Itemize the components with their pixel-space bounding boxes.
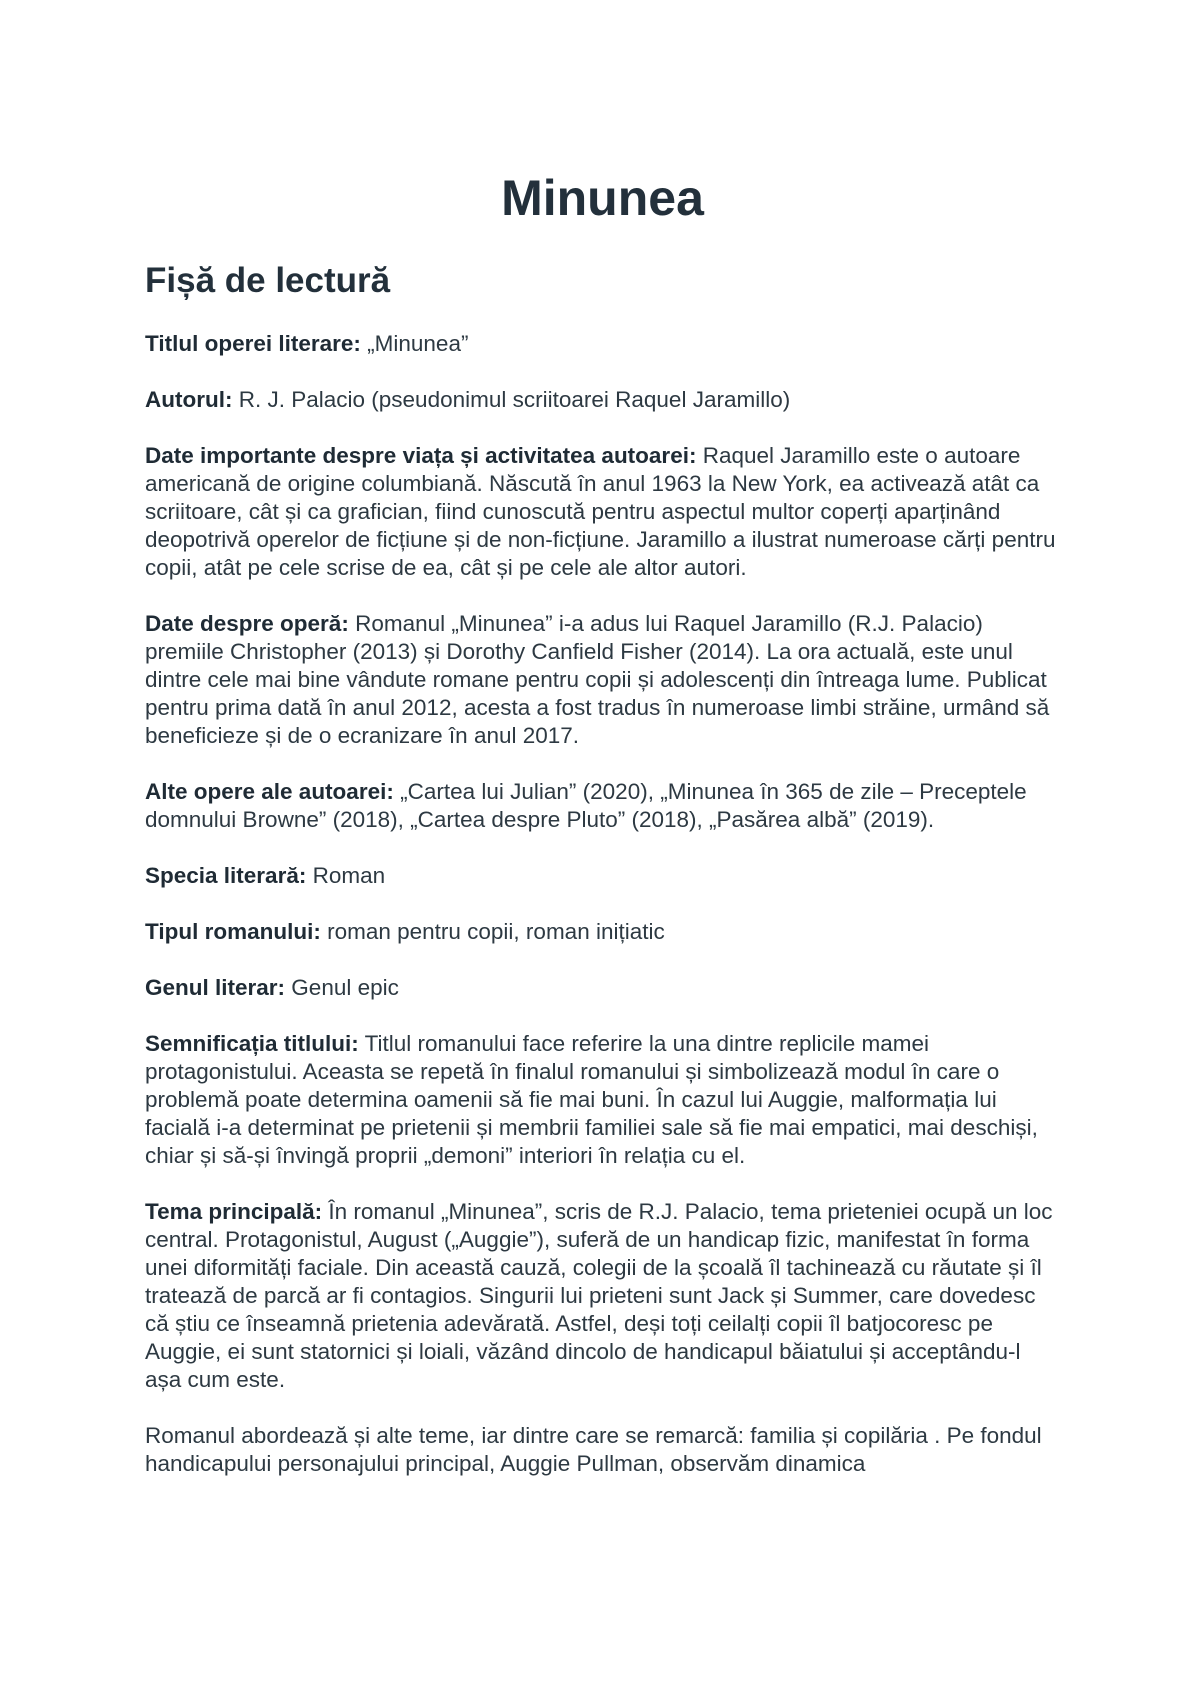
field-label: Specia literară: [145, 863, 307, 888]
paragraph-work-info [145, 610, 1060, 750]
paragraph-novel-type [145, 918, 1060, 946]
field-value: Romanul „Minunea” i-a adus lui Raquel Jaramillo (R.J. Palacio) premiile Christopher (2013) și Dorothy Canfield Fisher (2014). La ora actuală, este unul dintre cele mai bine vândute romane pentru copii și adolescenți din întreaga lume. Publicat pentru prima dată în anul 2012, acesta a fost tradus în numeroase limbi străine, urmând să beneficieze și de o ecranizare în anul 2017. [145, 611, 1050, 748]
paragraph-literary-genre [145, 974, 1060, 1002]
field-label: Date despre operă: [145, 611, 349, 636]
field-value: „Minunea” [360, 331, 469, 356]
field-value: Titlul romanului face referire la una dintre replicile mamei protagonistului. Aceasta se repetă în finalul romanului și simbolizează modul în care o problemă poate determina oamenii să fie mai buni. În cazul lui Auggie, malformația lui facială i-a determinat pe prietenii și membrii familiei sale să fie mai empatici, mai deschiși, chiar și să-și învingă proprii „demoni” interiori în relația cu el. [145, 1031, 1038, 1168]
field-label: Autorul: [145, 387, 233, 412]
field-value: Romanul abordează și alte teme, iar dintre care se remarcă: familia și copilăria . Pe fondul handicapului personajului principal, Auggie Pullman, observăm dinamica [145, 1423, 1042, 1476]
paragraph-author-bio [145, 442, 1060, 582]
field-value: Genul epic [285, 975, 399, 1000]
field-value: „Cartea lui Julian” (2020), „Minunea în 365 de zile – Preceptele domnului Browne” (2018), „Cartea despre Pluto” (2018), „Pasărea albă” (2019). [145, 779, 1027, 832]
document-subtitle: Fișă de lectură [145, 261, 391, 300]
document-title: Minunea [501, 170, 704, 226]
field-label: Date importante despre viața și activitatea autoarei: [145, 443, 697, 468]
field-label: Alte opere ale autoarei: [145, 779, 394, 804]
paragraph-title [145, 330, 1060, 358]
paragraph-author [145, 386, 1060, 414]
field-value: În romanul „Minunea”, scris de R.J. Palacio, tema prieteniei ocupă un loc central. Protagonistul, August („Auggie”), suferă de un handicap fizic, manifestat în forma unei diformități faciale. Din această cauză, colegii de la școală îl tachinează cu răutate și îl tratează de parcă ar fi contagios. Singurii lui prieteni sunt Jack și Summer, care dovedesc că știu ce înseamnă prietenia adevărată. Astfel, deși toți ceilalți copii îl batjocoresc pe Auggie, ei sunt statornici și loiali, văzând dincolo de handicapul băiatului și acceptându-l așa cum este. [145, 1199, 1053, 1392]
paragraph-literary-species [145, 862, 1060, 890]
paragraph-other-works [145, 778, 1060, 834]
paragraph-title-meaning [145, 1030, 1060, 1170]
paragraph-other-themes [145, 1422, 1060, 1478]
document-body [145, 330, 1060, 1506]
field-value: roman pentru copii, roman inițiatic [320, 919, 665, 944]
field-label: Genul literar: [145, 975, 286, 1000]
field-label: Tipul romanului: [145, 919, 321, 944]
field-label: Tema principală: [145, 1199, 323, 1224]
field-label: Titlul operei literare: [145, 331, 361, 356]
field-value: R. J. Palacio (pseudonimul scriitoarei Raquel Jaramillo) [232, 387, 791, 412]
field-value: Roman [306, 863, 386, 888]
field-label: Semnificația titlului: [145, 1031, 359, 1056]
paragraph-main-theme [145, 1198, 1060, 1394]
field-value: Raquel Jaramillo este o autoare americană de origine columbiană. Născută în anul 1963 la New York, ea activează atât ca scriitoare, cât și ca grafician, fiind cunoscută pentru aspectul multor coperți aparținând deopotrivă operelor de ficțiune și de non-ficțiune. Jaramillo a ilustrat numeroase cărți pentru copii, atât pe cele scrise de ea, cât și pe cele ale altor autori. [145, 443, 1056, 580]
